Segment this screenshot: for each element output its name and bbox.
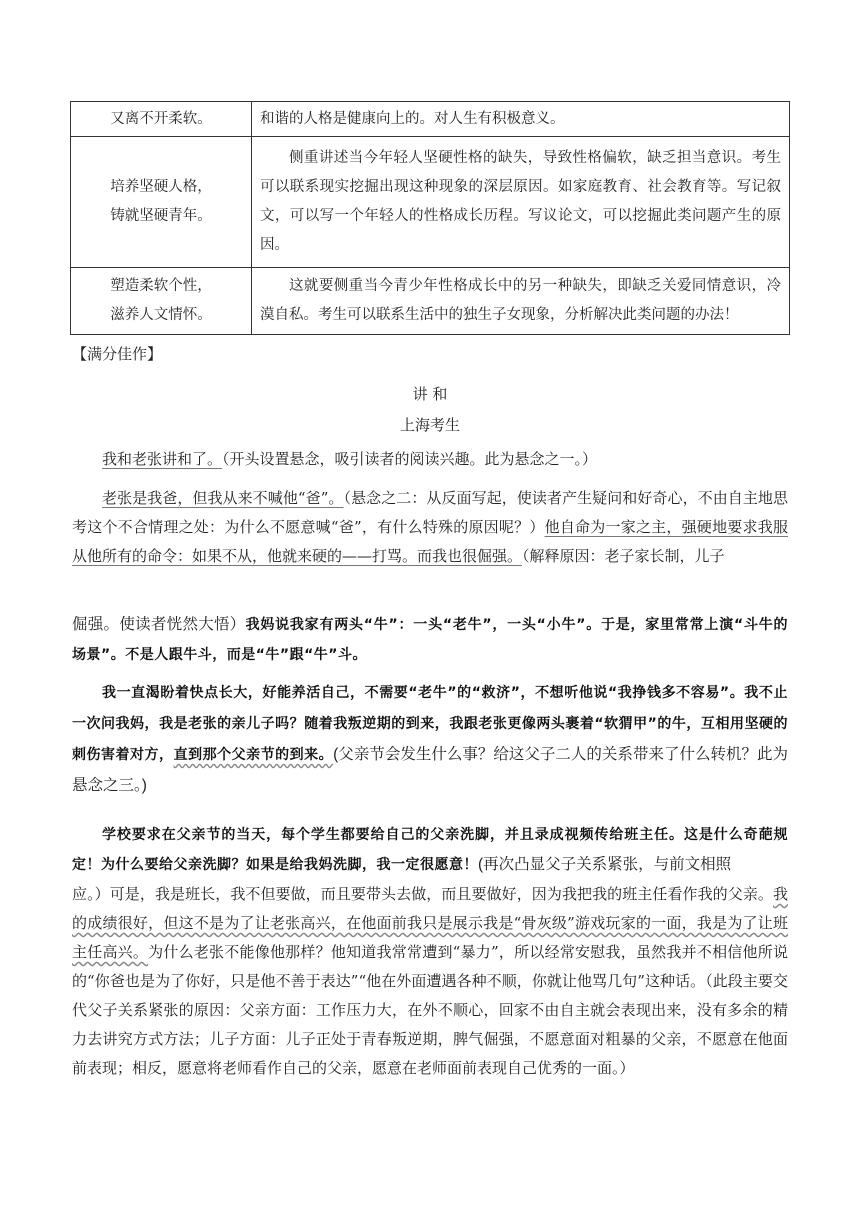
annotation: （开头设置悬念，吸引读者的阅读兴趣。此为悬念之一。） bbox=[222, 450, 598, 468]
handwritten-text: 直到那个父亲节的到来。 bbox=[173, 747, 334, 763]
handwritten-text: 我妈说我家有两头“牛”：一头“老牛”，一头“小牛”。于是，家里常常上演“斗牛的场景”。不是人跟牛斗，而是“牛”跟“牛”斗。 bbox=[72, 617, 788, 663]
paragraph-5 bbox=[72, 820, 788, 1083]
annotation: （此段主要交代父子关系紧张的原因：父亲方面：工作压力大，在外不顺心，回家不由自主就会表现出来，没有多余的精力去讲究方式方法；儿子方面：儿子正处于青春叛逆期，脾气倔强，不愿意面对粗暴的父亲，不愿意在他面前表现；相反，愿意将老师看作自己的父亲，愿意在老师面前表现自己优秀的一面。） bbox=[72, 972, 788, 1077]
essay-text: 我的成绩很好，但这不是为了让老张高兴，在他面前我只是展示我是“骨灰级”游戏玩家的一面，我是为了让班主任高兴。 bbox=[72, 885, 788, 961]
table-row bbox=[71, 137, 790, 268]
annotation: （悬念之二：从反面写起，使读者产生疑问和好奇心，不由自主地思考这个不合情理之处：为什么不愿意喊“爸”，有什么特殊的原因呢？） bbox=[72, 489, 788, 536]
explanation-cell: 侧重讲述当今年轻人坚硬性格的缺失，导致性格偏软，缺乏担当意识。考生可以联系现实挖掘出现这种现象的深层原因。如家庭教育、社会教育等。写记叙文，可以写一个年轻人的性格成长历程。写议论文，可以挖掘此类问题产生的原因。 bbox=[252, 137, 790, 268]
paragraph-2 bbox=[72, 484, 788, 571]
annotation: 倔强。使读者恍然大悟） bbox=[72, 616, 246, 633]
table-row bbox=[71, 268, 790, 335]
annotation: (父亲节会发生什么事？给这父子二人的关系带来了什么转机？此为悬念之三。) bbox=[72, 746, 789, 794]
annotation: （解释原因：老子家长制，儿子 bbox=[522, 547, 725, 565]
table-row bbox=[71, 102, 790, 137]
topic-cell: 又离不开柔软。 bbox=[71, 102, 252, 137]
section-label: 【满分佳作】 bbox=[72, 345, 163, 363]
explanation-cell: 和谐的人格是健康向上的。对人生有积极意义。 bbox=[252, 102, 790, 137]
paragraph-4 bbox=[72, 677, 788, 801]
handwritten-text: 我一直渴盼着快点长大，好能养活自己，不需要“老牛”的“救济”，不想听他说“我挣钱多不容易”。我不止一次问我妈，我是老张的亲儿子吗？随着我叛逆期的到来，我跟老张更像两头裹着“软猬甲”的牛，互相用坚硬的刺伤害着对方， bbox=[72, 685, 788, 763]
topic-cell: 塑造柔软个性， 滋养人文情怀。 bbox=[71, 268, 252, 335]
essay-text: 为什么老张不能像他那样？他知道我常常遭到“暴力”，所以经常安慰我，虽然我并不相信他所说的“你爸也是为了你好，只是他不善于表达”“他在外面遭遇各种不顺，你就让他骂几句”这种话。 bbox=[72, 943, 788, 990]
annotation: (再次凸显父子关系紧张，与前文相照 bbox=[478, 856, 732, 873]
topic-guide-table bbox=[70, 101, 790, 335]
essay-text: 我和老张讲和了。 bbox=[102, 450, 223, 468]
essay-text: 老张是我爸，但我从来不喊他“爸”。 bbox=[102, 489, 344, 507]
topic-cell: 培养坚硬人格， 铸就坚硬青年。 bbox=[71, 137, 252, 268]
explanation-cell: 这就要侧重当今青少年性格成长中的另一种缺失，即缺乏关爱同情意识，冷漠自私。考生可以联系生活中的独生子女现象，分析解决此类问题的办法！ bbox=[252, 268, 790, 335]
handwritten-text: 学校要求在父亲节的当天，每个学生都要给自己的父亲洗脚，并且录成视频传给班主任。这是什么奇葩规定！为什么要给父亲洗脚？如果是给我妈洗脚，我一定很愿意！ bbox=[72, 827, 788, 873]
essay-text: 他自命为一家之主，强硬地要求我服从他所有的命令：如果不从，他就来硬的——打骂。而我也很倔强。 bbox=[72, 518, 788, 565]
paragraph-1 bbox=[72, 445, 788, 474]
paragraph-3 bbox=[72, 610, 788, 670]
essay-title: 讲 和 bbox=[412, 385, 448, 403]
essay-author: 上海考生 bbox=[399, 416, 460, 434]
annotation: 应。）可是，我是班长，我不但要做，而且要带头去做，而且要做好，因为我把我的班主任看作我的父亲。 bbox=[72, 885, 773, 903]
